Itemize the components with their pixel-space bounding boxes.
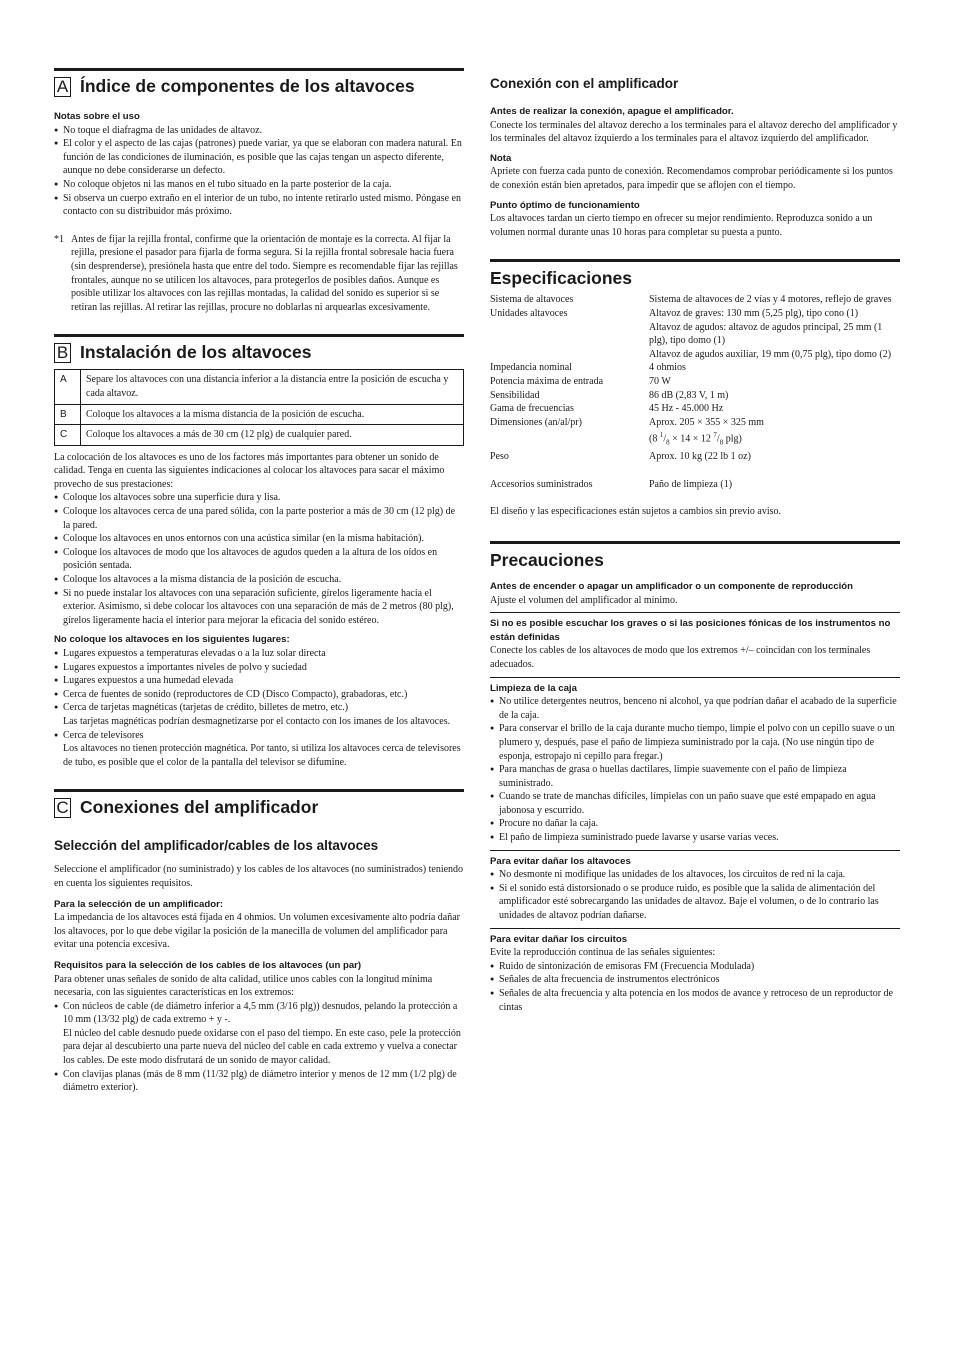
table-cell-text: Coloque los altavoces a más de 30 cm (12 plg) de cualquier pared. <box>81 425 464 446</box>
spec-label: Gama de frecuencias <box>490 403 574 415</box>
precaution-heading: Para evitar dañar los altavoces <box>490 855 631 867</box>
spec-value-line: Altavoz de graves: 130 mm (5,25 plg), tipo cono (1) <box>649 307 859 319</box>
circuit-damage-list <box>490 960 900 1014</box>
cable-heading: Requisitos para la selección de los cables de los altavoces (un par) <box>54 959 362 971</box>
list-item: ● Ruido de sintonización de emisoras FM (Frecuencia Modulada) <box>490 960 900 974</box>
optimal-heading: Punto óptimo de funcionamiento <box>490 199 640 211</box>
spec-label: Sensibilidad <box>490 389 540 401</box>
spec-value-line: (8 $^1/_8 \times 14 \times 12$ $^7/_8$ plg) <box>649 431 742 447</box>
specs-disclaimer: El diseño y las especificaciones están sujetos a cambios sin previo aviso. <box>490 506 782 518</box>
fraction-denominator: 8 <box>666 438 670 447</box>
precaution-heading: Antes de encender o apagar un amplificador o un componente de reproducción <box>490 580 854 592</box>
precautions-title: Precauciones <box>490 549 604 570</box>
connection-before-text: Conecte los terminales del altavoz derecho a los terminales para el altavoz derecho del amplificador y los terminales del altavoz izquierdo a los terminales para el altavoz izquierdo del amplificador. <box>490 119 898 145</box>
notes-heading: Notas sobre el uso <box>54 111 140 122</box>
spec-label: Peso <box>490 451 509 463</box>
list-item: ● No toque el diafragma de las unidades de altavoz. <box>54 124 464 138</box>
precaution-heading: Limpieza de la caja <box>490 682 577 694</box>
precaution-text: Conecte los cables de los altavoces de modo que los extremos +/– coincidan con los terminales adecuados. <box>490 645 871 670</box>
list-item-note: Las tarjetas magnéticas podrían desmagnetizarse por el contacto con los imanes de los altavoces. <box>63 715 451 727</box>
table-cell-text: Separe los altavoces con una distancia inferior a la distancia entre la posición de escucha y cada altavoz. <box>81 370 464 404</box>
section-b-heading <box>54 342 464 363</box>
precaution-text: Evite la reproducción continua de las señales siguientes: <box>490 947 716 959</box>
list-item: ● Cuando se trate de manchas difíciles, límpielas con un paño suave que esté empapado en agua jabonosa y escurrido. <box>490 790 900 817</box>
list-item: ● Lugares expuestos a importantes niveles de polvo y suciedad <box>54 661 464 675</box>
specs-heading <box>490 268 900 289</box>
precaution-text: Ajuste el volumen del amplificador al mínimo. <box>490 594 678 606</box>
spec-value: 86 dB (2,83 V, 1 m) <box>649 389 729 401</box>
list-item: ● Cerca de fuentes de sonido (reproductores de CD (Disco Compacto), grabadoras, etc.) <box>54 688 464 702</box>
spec-value <box>649 307 900 361</box>
section-a-title: Índice de componentes de los altavoces <box>80 76 415 96</box>
list-item: ● Para manchas de grasa o huellas dactilares, limpie suavemente con el paño de limpieza suministrado. <box>490 763 900 790</box>
list-item: ● Para conservar el brillo de la caja durante mucho tiempo, limpie el polvo con un cepillo suave o un plumero y, después, pase el paño de limpieza suministrado por la caja. (No use ningún tipo de esponja, estropajo ni cepillo para fregar.) <box>490 722 900 763</box>
spec-label: Potencia máxima de entrada <box>490 375 604 387</box>
table-cell-label: B <box>55 404 81 425</box>
precautions-rule <box>490 541 900 544</box>
list-item: ● Coloque los altavoces cerca de una pared sólida, con la parte posterior a más de 30 cm (12 plg) de la pared. <box>54 505 464 532</box>
spec-value-line: Aprox. 205 × 355 × 325 mm <box>649 416 764 428</box>
avoid-list <box>54 647 464 769</box>
divider <box>490 612 900 613</box>
list-item: ● Lugares expuestos a una humedad elevada <box>54 674 464 688</box>
spec-value: 4 ohmios <box>649 362 686 374</box>
amp-heading: Para la selección de un amplificador: <box>54 898 224 910</box>
list-item: ● Cerca de televisores <box>54 729 464 743</box>
spec-label: Dimensiones (an/al/pr) <box>490 416 582 428</box>
spec-value: Aprox. 10 kg (22 lb 1 oz) <box>649 451 751 463</box>
table-row <box>55 370 464 404</box>
connection-before-heading: Antes de realizar la conexión, apague el amplificador. <box>490 106 734 117</box>
section-b-rule <box>54 334 464 337</box>
list-item: ● Lugares expuestos a temperaturas elevadas o a la luz solar directa <box>54 647 464 661</box>
precaution-heading: Si no es posible escuchar los graves o si las posiciones fónicas de los instrumentos no están definidas <box>490 618 891 643</box>
specs-rule <box>490 259 900 262</box>
left-column <box>54 68 464 1095</box>
list-item: ● Si el sonido está distorsionado o se produce ruido, es posible que la salida de alimentación del amplificador esté sobrecargando las unidades de altavoz. Baje el volumen, o de lo contrario las unidades de altavoz podrían dañarse. <box>490 882 900 923</box>
spec-label: Accesorios suministrados <box>490 478 593 490</box>
dims-imperial-part: (8 <box>649 433 658 445</box>
section-c-heading <box>54 797 464 818</box>
section-b-title: Instalación de los altavoces <box>80 342 312 363</box>
notes-list <box>54 124 464 219</box>
cable-intro: Para obtener unas señales de sonido de alta calidad, utilice unos cables con la longitud mínima necesaria, con las siguientes características en los extremos: <box>54 973 433 999</box>
list-item: ● Coloque los altavoces de modo que los altavoces de agudos queden a la altura de los oídos en posición sentada. <box>54 546 464 573</box>
spec-value: Paño de limpieza (1) <box>649 478 733 490</box>
installation-table <box>54 369 464 445</box>
list-item: ● Coloque los altavoces a la misma distancia de la posición de escucha. <box>54 573 464 587</box>
list-item: ● Si observa un cuerpo extraño en el interior de un tubo, no intente retirarlo usted mismo. Póngase en contacto con su distribuidor más próximo. <box>54 192 464 219</box>
list-item: ● Coloque los altavoces sobre una superficie dura y lisa. <box>54 491 464 505</box>
right-column <box>490 66 900 1014</box>
list-item-note: El núcleo del cable desnudo puede oxidarse con el paso del tiempo. En este caso, pele la protección para dejar al descubierto una parte nueva del núcleo del cable en cada extremo y vuelva a conectar los cables. De este modo disfrutará de un sonido de mayor calidad. <box>63 1027 461 1067</box>
footnote-mark: *1 <box>54 233 64 245</box>
list-item: ● Con núcleos de cable (de diámetro inferior a 4,5 mm (3/16 plg)) desnudos, pelando la protección a 10 mm (13/32 plg) de cada extremo + y -. <box>54 1000 464 1027</box>
list-item: ● Procure no dañar la caja. <box>490 817 900 831</box>
section-c-letter: C <box>54 798 71 818</box>
divider <box>490 928 900 929</box>
fraction-numerator: 1 <box>659 431 664 440</box>
spec-spacer <box>649 464 900 478</box>
spec-spacer <box>490 464 649 478</box>
cable-list <box>54 1000 464 1095</box>
dims-imperial-part: plg) <box>725 433 742 445</box>
list-item: ● Cerca de tarjetas magnéticas (tarjetas de crédito, billetes de metro, etc.) <box>54 701 464 715</box>
list-item: ● Si no puede instalar los altavoces con una separación suficiente, gírelos ligeramente hacia el exterior. Asimismo, si debe colocar los altavoces con una separación de más de 2 metros (80 plg), gírelos ligeramente hacia el interior para mejorar la eficacia del sonido estéreo. <box>54 587 464 628</box>
list-item: ● Señales de alta frecuencia de instrumentos electrónicos <box>490 973 900 987</box>
list-item: ● El color y el aspecto de las cajas (patrones) puede variar, ya que se elaboran con madera natural. En función de las condiciones de iluminación, es posible que las cajas tengan un aspecto diferente, aunque no debe considerarse un defecto. <box>54 137 464 178</box>
connection-title: Conexión con el amplificador <box>490 76 679 91</box>
footnote-text: Antes de fijar la rejilla frontal, confirme que la orientación de montaje es la correcta. Al fijar la rejilla, presione el pasador para fijarla de forma segura. Si la rejilla frontal sobresale hacia fuera (sin desprenderse), presiónela hasta que entre del todo. Siempre es recomendable fijar las rejillas frontales, aunque no se utilicen los altavoces, para protegerlos de posibles daños. Aunque es posible utilizar los altavoces con las rejillas montadas, la calidad del sonido es superior si se retiran las rejillas. Al retirar las rejillas, procure no doblarlas ni arquearlas excesivamente. <box>71 233 458 313</box>
table-cell-label: C <box>55 425 81 446</box>
section-c-intro: Seleccione el amplificador (no suministrado) y los cables de los altavoces (no suministrados) teniendo en cuenta los siguientes requisitos. <box>54 864 464 889</box>
placement-intro: La colocación de los altavoces es uno de los factores más importantes para obtener un sonido de calidad. Tenga en cuenta las siguientes indicaciones al colocar los altavoces para sacar el máximo provecho de sus prestaciones: <box>54 451 445 490</box>
optimal-text: Los altavoces tardan un cierto tiempo en ofrecer su mejor rendimiento. Reproduzca sonido a un volumen normal durante unas 10 horas para completar su puesta a punto. <box>490 213 873 238</box>
precautions-heading <box>490 550 900 571</box>
table-row <box>55 425 464 446</box>
list-item: ● No utilice detergentes neutros, benceno ni alcohol, ya que podrían dañar el acabado de la superficie de la caja. <box>490 695 900 722</box>
placement-tips-list <box>54 491 464 627</box>
cleaning-list <box>490 695 900 845</box>
spec-label: Unidades altavoces <box>490 307 568 319</box>
spec-value-line: Altavoz de agudos auxiliar, 19 mm (0,75 plg), tipo domo (2) <box>649 348 892 360</box>
fraction-denominator: 8 <box>719 438 724 447</box>
section-b-letter: B <box>54 343 71 363</box>
list-item: ● Con clavijas planas (más de 8 mm (11/32 plg) de diámetro interior y menos de 12 mm (1/2 plg) de diámetro exterior). <box>54 1068 464 1095</box>
section-a-letter: A <box>54 77 71 97</box>
spec-value: 45 Hz - 45.000 Hz <box>649 403 724 415</box>
list-item: ● Señales de alta frecuencia y alta potencia en los modos de avance y retroceso de un reproductor de cintas <box>490 987 900 1014</box>
dims-imperial-part: × 14 × 12 <box>672 433 711 445</box>
connection-note-heading: Nota <box>490 152 512 164</box>
speaker-damage-list <box>490 868 900 922</box>
precaution-heading: Para evitar dañar los circuitos <box>490 933 628 945</box>
footnote <box>54 233 464 315</box>
section-c-title: Conexiones del amplificador <box>80 797 319 818</box>
divider <box>490 850 900 851</box>
list-item: ● Coloque los altavoces en unos entornos con una acústica similar (en la misma habitación). <box>54 532 464 546</box>
list-item-note: Los altavoces no tienen protección magnética. Por tanto, si utiliza los altavoces cerca de televisores de tubo, es posible que el color de la pantalla del televisor se difumine. <box>63 743 461 768</box>
list-item: ● No coloque objetos ni las manos en el tubo situado en la parte posterior de la caja. <box>54 178 464 192</box>
fraction-numerator: 7 <box>713 431 717 440</box>
connection-note-text: Apriete con fuerza cada punto de conexión. Recomendamos comprobar periódicamente si los puntos de conexión están bien apretados, para impedir que se aflojen con el tiempo. <box>490 166 893 191</box>
specs-table <box>490 293 900 491</box>
spec-value: 70 W <box>649 375 671 387</box>
spec-label: Impedancia nominal <box>490 362 572 374</box>
list-item: ● El paño de limpieza suministrado puede lavarse y usarse varias veces. <box>490 831 900 845</box>
spec-label: Sistema de altavoces <box>490 294 574 306</box>
section-c-subtitle: Selección del amplificador/cables de los altavoces <box>54 838 379 854</box>
specs-title: Especificaciones <box>490 268 633 289</box>
amp-text: La impedancia de los altavoces está fijada en 4 ohmios. Un volumen excesivamente alto podría dañar los altavoces, por lo que debe vigilar la posición de la manecilla de volumen del amplificador para evitar una potencia excesiva. <box>54 912 460 951</box>
spec-value-line: Altavoz de agudos: altavoz de agudos principal, 25 mm (1 plg), tipo domo (1) <box>649 321 883 347</box>
list-item: ● No desmonte ni modifique las unidades de los altavoces, los circuitos de red ni la caja. <box>490 868 900 882</box>
spec-value: Sistema de altavoces de 2 vías y 4 motores, reflejo de graves <box>649 294 892 306</box>
section-c-rule <box>54 789 464 792</box>
table-cell-text: Coloque los altavoces a la misma distancia de la posición de escucha. <box>81 404 464 425</box>
table-cell-label: A <box>55 370 81 404</box>
divider <box>490 677 900 678</box>
section-a-rule <box>54 68 464 71</box>
table-row <box>55 404 464 425</box>
avoid-heading: No coloque los altavoces en los siguientes lugares: <box>54 634 290 646</box>
section-a-heading <box>54 76 464 97</box>
spec-value <box>649 416 900 451</box>
